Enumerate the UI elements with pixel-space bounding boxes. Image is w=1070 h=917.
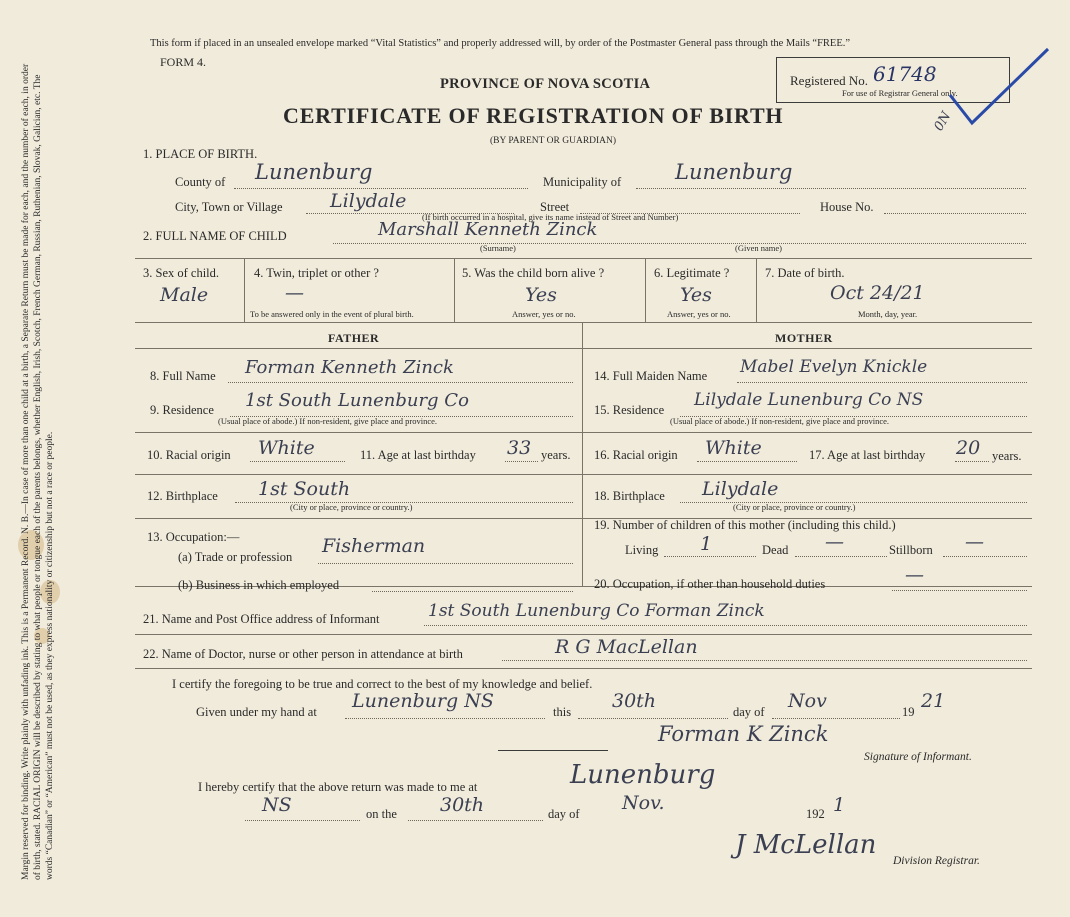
given-place-value: Lunenburg NS bbox=[352, 690, 494, 712]
certify-text: I certify the foregoing to be true and correct to the best of my knowledge and belief. bbox=[172, 677, 593, 691]
given-year-value: 21 bbox=[921, 690, 946, 712]
mother-stillborn-value: — bbox=[965, 531, 984, 553]
mother-residence-label: 15. Residence bbox=[594, 403, 665, 417]
father-residence-label: 9. Residence bbox=[150, 403, 214, 417]
mother-stillborn-label: Stillborn bbox=[889, 543, 933, 557]
twin-value: — bbox=[285, 282, 304, 304]
mother-years-label: years. bbox=[992, 449, 1022, 463]
informant-signature: Forman K Zinck bbox=[658, 722, 829, 746]
legitimate-note: Answer, yes or no. bbox=[667, 309, 731, 319]
given-month-value: Nov bbox=[788, 690, 827, 712]
sex-value: Male bbox=[160, 284, 209, 306]
legitimate-value: Yes bbox=[680, 284, 712, 306]
registrar-signature: J McLellan bbox=[735, 830, 877, 860]
doctor-label: 22. Name of Doctor, nurse or other person in attendance at birth bbox=[143, 647, 463, 661]
sex-label: 3. Sex of child. bbox=[143, 266, 220, 280]
mother-birthplace-label: 18. Birthplace bbox=[594, 489, 665, 503]
father-name-value: Forman Kenneth Zinck bbox=[245, 357, 454, 378]
father-trade-label: (a) Trade or profession bbox=[178, 550, 293, 564]
registrar-day-value: 30th bbox=[440, 794, 485, 816]
given-name-note: (Given name) bbox=[735, 243, 782, 253]
given-year-prefix: 19 bbox=[902, 705, 915, 719]
street-label: Street bbox=[540, 200, 570, 214]
dob-value: Oct 24/21 bbox=[830, 282, 925, 304]
mother-birthplace-note: (City or place, province or country.) bbox=[733, 502, 856, 512]
registrar-place2-value: NS bbox=[262, 794, 292, 816]
mother-age-value: 20 bbox=[956, 437, 981, 459]
father-residence-value: 1st South Lunenburg Co bbox=[245, 390, 469, 411]
municipality-value: Lunenburg bbox=[675, 160, 793, 184]
county-value: Lunenburg bbox=[255, 160, 373, 184]
alive-note: Answer, yes or no. bbox=[512, 309, 576, 319]
mother-residence-value: Lilydale Lunenburg Co NS bbox=[694, 390, 924, 410]
mother-race-label: 16. Racial origin bbox=[594, 448, 678, 462]
father-age-label: 11. Age at last birthday bbox=[360, 448, 476, 462]
registrar-year-value: 1 bbox=[833, 794, 846, 816]
registrar-on-the-label: on the bbox=[366, 807, 397, 821]
mother-dead-value: — bbox=[825, 531, 844, 553]
father-residence-note: (Usual place of abode.) If non-resident, give place and province. bbox=[218, 416, 438, 426]
mother-birthplace-value: Lilydale bbox=[702, 478, 779, 500]
mother-name-label: 14. Full Maiden Name bbox=[594, 369, 708, 383]
registrar-certify-text: I hereby certify that the above return was made to me at bbox=[198, 780, 478, 794]
father-age-value: 33 bbox=[507, 437, 532, 459]
father-birthplace-note: (City or place, province or country.) bbox=[290, 502, 413, 512]
page-subtitle: (BY PARENT OR GUARDIAN) bbox=[490, 136, 617, 146]
informant-label: 21. Name and Post Office address of Informant bbox=[143, 612, 380, 626]
given-under-label: Given under my hand at bbox=[196, 705, 317, 719]
mother-age-label: 17. Age at last birthday bbox=[809, 448, 926, 462]
child-name-value: Marshall Kenneth Zinck bbox=[378, 219, 598, 240]
father-name-label: 8. Full Name bbox=[150, 369, 216, 383]
mother-children-label: 19. Number of children of this mother (including this child.) bbox=[594, 518, 896, 532]
mother-residence-note: (Usual place of abode.) If non-resident, give place and province. bbox=[670, 416, 890, 426]
hospital-note: (If birth occurred in a hospital, give its name instead of Street and Number) bbox=[422, 212, 679, 222]
place-of-birth-label: 1. PLACE OF BIRTH. bbox=[143, 147, 258, 161]
registrar-month-value: Nov. bbox=[622, 792, 665, 814]
father-business-label: (b) Business in which employed bbox=[178, 578, 340, 592]
informant-value: 1st South Lunenburg Co Forman Zinck bbox=[428, 601, 765, 621]
registrar-place-value: Lunenburg bbox=[570, 760, 716, 790]
twin-note: To be answered only in the event of plural birth. bbox=[250, 309, 414, 319]
mother-occupation-label: 20. Occupation, if other than household duties bbox=[594, 577, 826, 591]
registered-number: 61748 bbox=[873, 62, 937, 86]
registered-label: Registered No. bbox=[790, 73, 868, 88]
informant-signature-label: Signature of Informant. bbox=[864, 751, 972, 763]
check-mark-icon bbox=[930, 45, 1060, 155]
father-birthplace-value: 1st South bbox=[258, 478, 351, 500]
mother-occupation-value: — bbox=[905, 564, 924, 586]
mother-name-value: Mabel Evelyn Knickle bbox=[740, 357, 928, 377]
alive-label: 5. Was the child born alive ? bbox=[462, 266, 605, 280]
father-heading: FATHER bbox=[328, 331, 380, 345]
father-trade-value: Fisherman bbox=[322, 535, 426, 557]
registrar-day-of-label: day of bbox=[548, 807, 580, 821]
county-label: County of bbox=[175, 175, 226, 189]
surname-note: (Surname) bbox=[480, 243, 516, 253]
given-this-label: this bbox=[553, 705, 572, 719]
mother-heading: MOTHER bbox=[775, 331, 833, 345]
mother-living-value: 1 bbox=[700, 533, 713, 555]
registrar-signature-label: Division Registrar. bbox=[893, 855, 980, 867]
page-title: CERTIFICATE OF REGISTRATION OF BIRTH bbox=[283, 103, 784, 128]
registrar-note: For use of Registrar General only. bbox=[842, 88, 958, 98]
form-number: FORM 4. bbox=[160, 55, 207, 69]
dob-label: 7. Date of birth. bbox=[765, 266, 845, 280]
margin-note: Margin reserved for binding. Write plainly with unfading ink. This is a Permanent Record. N. B.—In case of more than one child at a birth, a Separate Return must be made for each, and the number of each, in order of birth, stated. RACIAL ORIGIN will be described by stating to what people or tongue each of the parents belongs, whether English, Irish, Scotch, French German, Russian, Ruthenian, Slovak, Galician, etc. The words “Canadian” or “American” must not be used, as they express nationality or citizenship but not a race or people. bbox=[21, 63, 55, 880]
given-day-of-label: day of bbox=[733, 705, 765, 719]
father-years-label: years. bbox=[541, 448, 571, 462]
given-day-value: 30th bbox=[612, 690, 657, 712]
mother-race-value: White bbox=[705, 437, 762, 459]
doctor-value: R G MacLellan bbox=[555, 636, 698, 658]
house-number-label: House No. bbox=[820, 200, 874, 214]
child-name-label: 2. FULL NAME OF CHILD bbox=[143, 229, 287, 243]
city-label: City, Town or Village bbox=[175, 200, 283, 214]
twin-label: 4. Twin, triplet or other ? bbox=[254, 266, 379, 280]
dob-note: Month, day, year. bbox=[858, 309, 918, 319]
province-heading: PROVINCE OF NOVA SCOTIA bbox=[440, 76, 651, 92]
father-birthplace-label: 12. Birthplace bbox=[147, 489, 218, 503]
alive-value: Yes bbox=[525, 284, 557, 306]
registrar-year-prefix: 192 bbox=[806, 807, 825, 821]
mother-dead-label: Dead bbox=[762, 543, 789, 557]
mother-living-label: Living bbox=[625, 543, 659, 557]
legitimate-label: 6. Legitimate ? bbox=[654, 266, 730, 280]
mail-notice: This form if placed in an unsealed envelope marked “Vital Statistics” and properly addressed will, by order of the Postmaster General pass through the Mails “FREE.” bbox=[150, 38, 851, 49]
father-race-label: 10. Racial origin bbox=[147, 448, 231, 462]
municipality-label: Municipality of bbox=[543, 175, 622, 189]
stamp-mark: 0N bbox=[931, 109, 955, 134]
father-occupation-label: 13. Occupation:— bbox=[147, 530, 240, 544]
city-value: Lilydale bbox=[330, 190, 407, 212]
father-race-value: White bbox=[258, 437, 315, 459]
